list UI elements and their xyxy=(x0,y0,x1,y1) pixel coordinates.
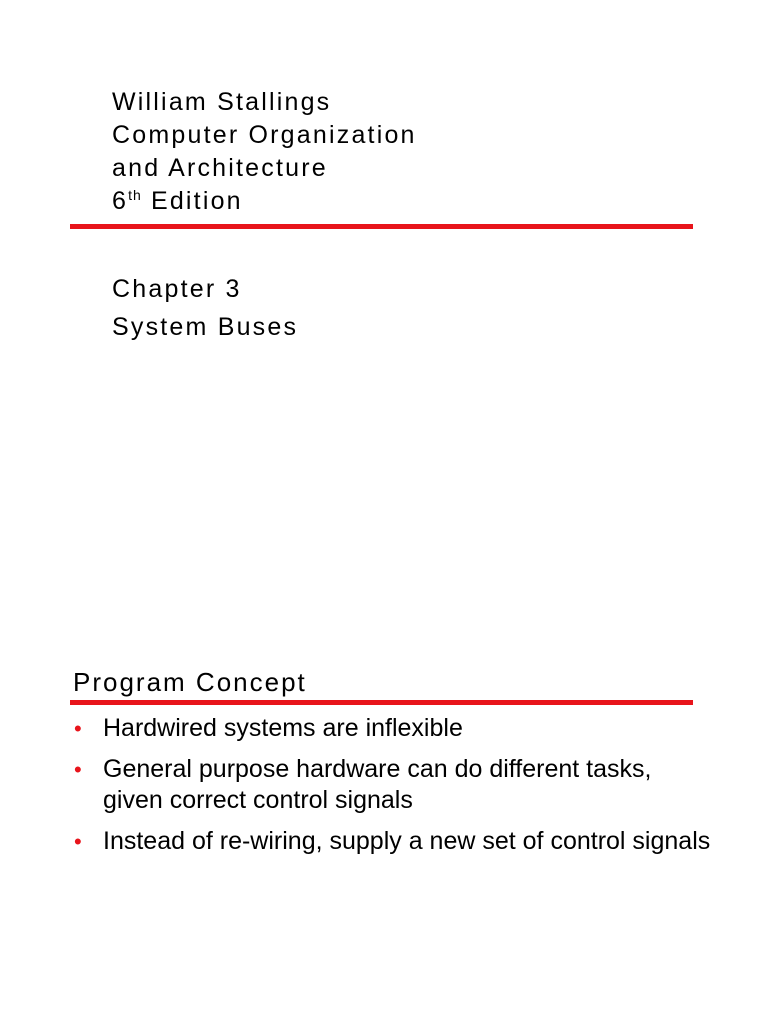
bullet-icon: • xyxy=(74,716,82,741)
list-item xyxy=(74,826,714,857)
edition-suffix: th xyxy=(128,187,142,203)
edition-word: Edition xyxy=(141,187,243,215)
edition-line xyxy=(112,185,417,218)
chapter-number: Chapter 3 xyxy=(112,275,242,303)
bullet-icon: • xyxy=(74,757,82,782)
bullet-text: Instead of re-wiring, supply a new set of control signals xyxy=(103,827,711,855)
bullet-text: General purpose hardware can do different tasks, given correct control signals xyxy=(103,755,652,814)
list-item xyxy=(74,754,714,816)
list-item xyxy=(74,713,714,744)
slide-heading: Program Concept xyxy=(73,667,307,697)
author-line: William Stallings xyxy=(112,88,332,116)
title-divider xyxy=(70,224,693,229)
edition-number: 6 xyxy=(112,187,129,215)
heading-divider xyxy=(70,700,693,705)
chapter-block xyxy=(112,270,298,346)
bullet-list xyxy=(74,713,714,867)
bullet-text: Hardwired systems are inflexible xyxy=(103,714,463,742)
bullet-icon: • xyxy=(74,829,82,854)
title-line-1: Computer Organization xyxy=(112,121,417,149)
book-title xyxy=(112,86,417,218)
title-line-2: and Architecture xyxy=(112,154,328,182)
slide-2 xyxy=(0,512,768,1024)
chapter-title: System Buses xyxy=(112,313,299,341)
